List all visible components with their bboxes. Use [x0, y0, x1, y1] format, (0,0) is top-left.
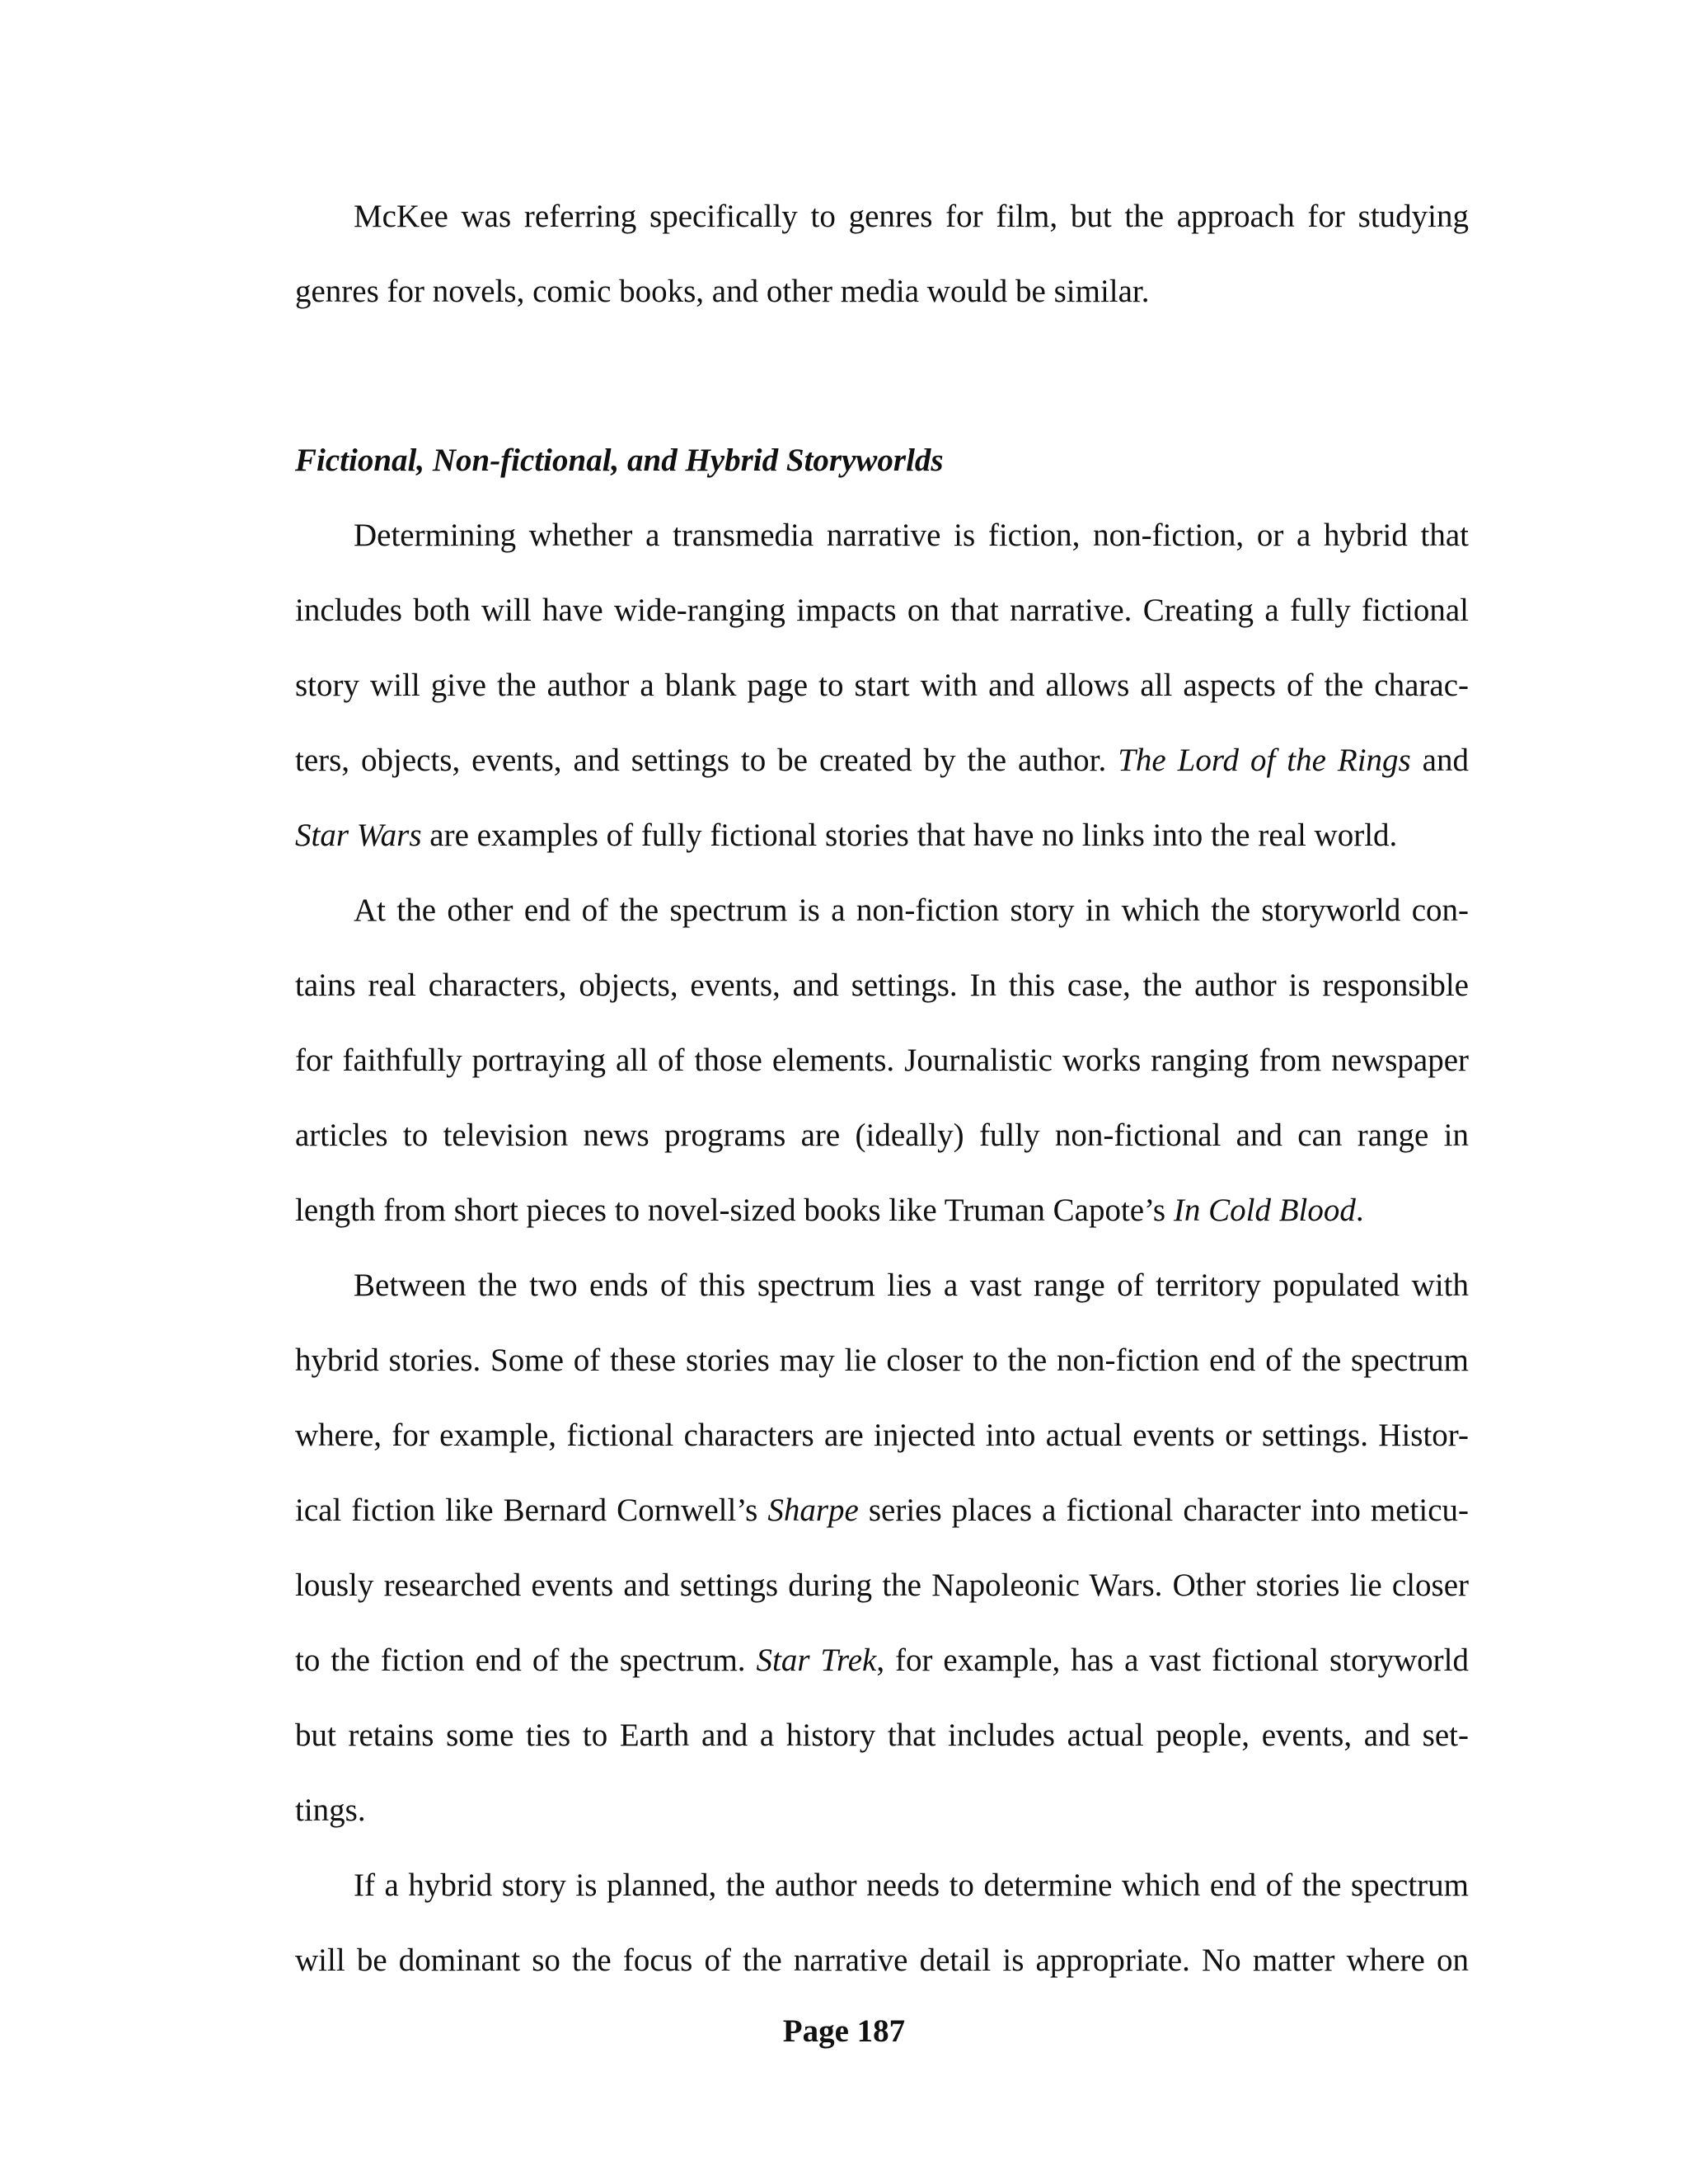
book-title: In Cold Blood	[1173, 1193, 1356, 1228]
page-body	[295, 185, 1469, 2004]
text-line: lously researched events and settings during the Napoleonic Wars. Other stories lie closer	[295, 1568, 1469, 1603]
text-line: for faithfully portraying all of those elements. Journalistic works ranging from newspaper	[295, 1043, 1469, 1078]
text-line: includes both will have wide-ranging impacts on that narrative. Creating a fully fictional	[295, 593, 1469, 628]
text-line: At the other end of the spectrum is a non-fiction story in which the storyworld con-	[354, 893, 1469, 928]
text-line: will be dominant so the focus of the narrative detail is appropriate. No matter where on	[295, 1943, 1469, 1978]
text-line: McKee was referring specifically to genres for film, but the approach for studying	[354, 199, 1469, 234]
text-run: to the fiction end of the spectrum.	[295, 1643, 757, 1678]
book-title: Sharpe	[767, 1493, 859, 1528]
text-run: .	[1355, 1193, 1364, 1228]
text-line: story will give the author a blank page to start with and allows all aspects of the charac-	[295, 668, 1469, 703]
book-title: Star Wars	[295, 818, 422, 853]
paragraph	[295, 504, 1469, 879]
text-line	[295, 804, 1469, 879]
text-line	[295, 1629, 1469, 1704]
section-spacer	[295, 335, 1469, 429]
page-number: Page 187	[782, 2013, 906, 2049]
text-run: length from short pieces to novel-sized books like Truman Capote’s	[295, 1193, 1174, 1228]
paragraph	[295, 1854, 1469, 2004]
text-run: , for example, has a vast fictional storyworld	[876, 1643, 1470, 1678]
text-line: If a hybrid story is planned, the author needs to determine which end of the spectrum	[354, 1868, 1469, 1903]
text-line: hybrid stories. Some of these stories may lie closer to the non-fiction end of the spectrum	[295, 1343, 1469, 1378]
text-line: Between the two ends of this spectrum lies a vast range of territory populated with	[354, 1268, 1469, 1303]
book-title: Star Trek	[756, 1643, 877, 1678]
paragraph	[295, 879, 1469, 1254]
book-title: The Lord of the Rings	[1118, 743, 1411, 778]
text-line	[295, 729, 1469, 804]
text-run: ical fiction like Bernard Cornwell’s	[295, 1493, 768, 1528]
text-run: ters, objects, events, and settings to be created by the author.	[295, 743, 1118, 778]
text-line: but retains some ties to Earth and a history that includes actual people, events, and set-	[295, 1718, 1469, 1753]
text-line	[295, 1179, 1469, 1254]
text-line: genres for novels, comic books, and other media would be similar.	[295, 274, 1150, 309]
paragraph	[295, 1254, 1469, 1854]
text-line: tings.	[295, 1793, 366, 1828]
section-heading: Fictional, Non-fictional, and Hybrid Storyworlds	[295, 443, 944, 478]
text-line: articles to television news programs are (ideally) fully non-fictional and can range in	[295, 1118, 1469, 1153]
text-line	[295, 1479, 1469, 1554]
text-run: series places a fictional character into meticu-	[858, 1493, 1469, 1528]
text-run: and	[1410, 743, 1469, 778]
text-line: Determining whether a transmedia narrative is fiction, non-fiction, or a hybrid that	[354, 518, 1469, 553]
text-line: where, for example, fictional characters are injected into actual events or settings. Histor-	[295, 1418, 1469, 1453]
paragraph	[295, 185, 1469, 335]
text-line: tains real characters, objects, events, and settings. In this case, the author is responsible	[295, 968, 1469, 1003]
text-run: are examples of fully fictional stories that have no links into the real world.	[421, 818, 1398, 853]
